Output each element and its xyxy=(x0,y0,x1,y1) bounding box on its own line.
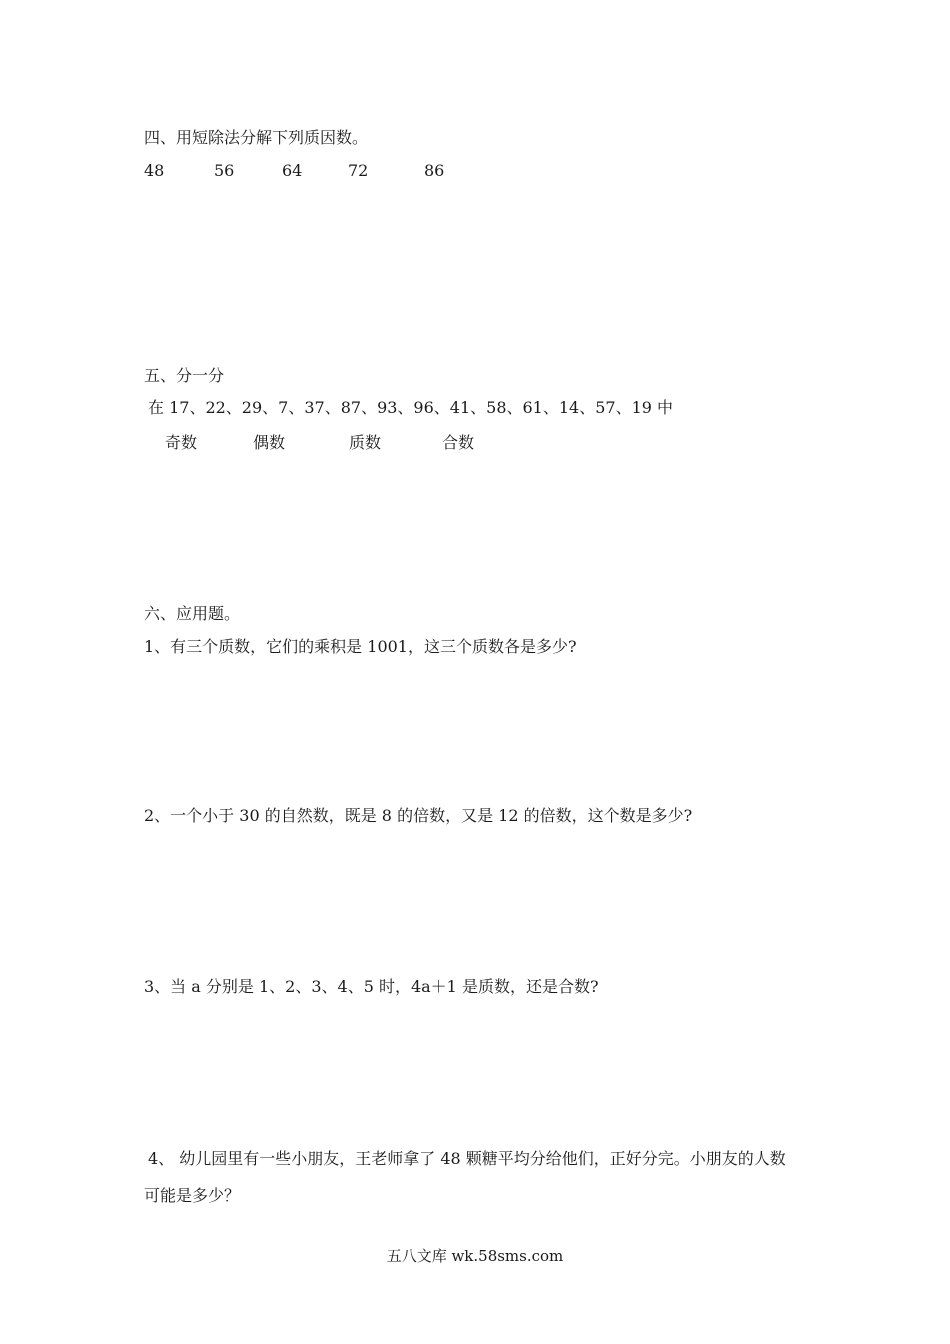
section-4-title: 四、用短除法分解下列质因数。 xyxy=(144,128,369,147)
number-item: 56 xyxy=(214,161,235,180)
number-item: 72 xyxy=(348,161,369,180)
section-5-intro: 在 17、22、29、7、37、87、93、96、41、58、61、14、57、19 中 xyxy=(148,398,674,417)
category-prime: 质数 xyxy=(349,433,382,452)
page-footer: 五八文库 wk.58sms.com xyxy=(386,1247,564,1265)
question-3: 3、当 a 分别是 1、2、3、4、5 时，4a＋1 是质数，还是合数? xyxy=(144,977,599,996)
question-2: 2、一个小于 30 的自然数，既是 8 的倍数，又是 12 的倍数，这个数是多少? xyxy=(144,806,693,825)
category-even: 偶数 xyxy=(253,433,286,452)
category-composite: 合数 xyxy=(442,433,475,452)
question-4-line-2: 可能是多少？ xyxy=(144,1186,241,1205)
number-item: 48 xyxy=(144,161,165,180)
question-4-line-1: 4、 幼儿园里有一些小朋友，王老师拿了 48 颗糖平均分给他们，正好分完。小朋友的人数 xyxy=(148,1149,786,1168)
number-item: 64 xyxy=(282,161,303,180)
section-5-title: 五、分一分 xyxy=(144,366,225,385)
number-item: 86 xyxy=(424,161,445,180)
section-6-title: 六、应用题。 xyxy=(144,604,241,623)
category-odd: 奇数 xyxy=(165,433,198,452)
question-1: 1、有三个质数，它们的乘积是 1001，这三个质数各是多少? xyxy=(144,637,577,656)
